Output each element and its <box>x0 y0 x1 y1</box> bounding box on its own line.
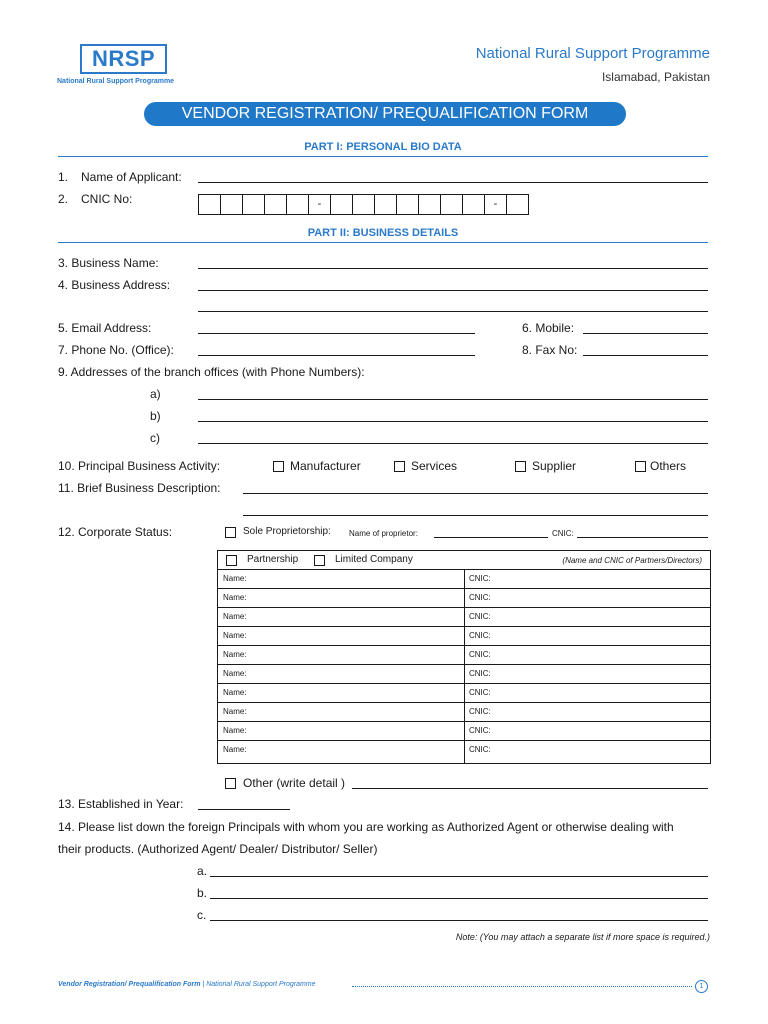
limited-company-label: Limited Company <box>335 554 413 565</box>
cnic-separator: - <box>308 194 331 215</box>
q12-label: 12. Corporate Status: <box>58 525 173 539</box>
fax-field[interactable] <box>583 355 708 356</box>
q9-a-label: a) <box>150 387 161 401</box>
proprietor-name-field[interactable] <box>434 537 548 538</box>
business-description-field[interactable] <box>243 493 708 494</box>
supplier-label: Supplier <box>532 459 577 473</box>
table-row[interactable] <box>218 722 710 741</box>
attachment-note: Note: (You may attach a separate list if more space is required.) <box>455 932 710 942</box>
manufacturer-checkbox[interactable] <box>273 461 284 472</box>
cnic-cell-label: CNIC: <box>469 688 491 697</box>
cnic-cell-label: CNIC: <box>469 574 491 583</box>
cnic-digit-box[interactable] <box>440 194 463 215</box>
q14-line1: 14. Please list down the foreign Principals with whom you are working as Authorized Agent or otherwise dealing with <box>58 820 674 834</box>
table-row[interactable] <box>218 627 710 646</box>
logo-subtitle: National Rural Support Programme <box>57 78 175 85</box>
table-row[interactable] <box>218 665 710 684</box>
branch-address-c-field[interactable] <box>198 443 708 444</box>
mobile-field[interactable] <box>583 333 708 334</box>
q5-label: 5. Email Address: <box>58 321 152 335</box>
applicant-name-field[interactable] <box>198 182 708 183</box>
limited-company-checkbox[interactable] <box>314 555 325 566</box>
q2-number: 2. <box>58 192 69 206</box>
q1-number: 1. <box>58 170 69 184</box>
q9-c-label: c) <box>150 431 160 445</box>
q10-label: 10. Principal Business Activity: <box>58 459 221 473</box>
cnic-digit-box[interactable] <box>352 194 375 215</box>
table-row[interactable] <box>218 608 710 627</box>
partnership-checkbox[interactable] <box>226 555 237 566</box>
cnic-digit-box[interactable] <box>286 194 309 215</box>
name-cell-label: Name: <box>223 650 247 659</box>
org-name: National Rural Support Programme <box>475 45 710 62</box>
name-cell-label: Name: <box>223 612 247 621</box>
page-number: 1 <box>695 980 708 993</box>
branch-address-b-field[interactable] <box>198 421 708 422</box>
services-label: Services <box>411 459 458 473</box>
name-cell-label: Name: <box>223 574 247 583</box>
cnic-cell-label: CNIC: <box>469 593 491 602</box>
partners-table <box>217 550 711 764</box>
proprietor-cnic-label: CNIC: <box>552 529 574 538</box>
principal-b-field[interactable] <box>210 898 708 899</box>
cnic-digit-box[interactable] <box>374 194 397 215</box>
manufacturer-label: Manufacturer <box>290 459 361 473</box>
q14-b-label: b. <box>197 886 208 900</box>
name-cell-label: Name: <box>223 669 247 678</box>
form-title-banner: VENDOR REGISTRATION/ PREQUALIFICATION FORM <box>144 102 626 126</box>
cnic-separator: - <box>484 194 507 215</box>
table-row[interactable] <box>218 646 710 665</box>
proprietor-cnic-field[interactable] <box>577 537 708 538</box>
q11-label: 11. Brief Business Description: <box>58 481 221 495</box>
table-row[interactable] <box>218 703 710 722</box>
q3-label: 3. Business Name: <box>58 256 159 270</box>
table-row[interactable] <box>218 589 710 608</box>
cnic-cell-label: CNIC: <box>469 707 491 716</box>
part2-title: PART II: BUSINESS DETAILS <box>307 227 459 239</box>
cnic-digit-box[interactable] <box>220 194 243 215</box>
q8-label: 8. Fax No: <box>522 343 578 357</box>
part2-rule <box>58 242 708 243</box>
email-field[interactable] <box>198 333 475 334</box>
partnership-label: Partnership <box>247 554 299 565</box>
part1-rule <box>58 156 708 157</box>
q4-label: 4. Business Address: <box>58 278 171 292</box>
other-status-checkbox[interactable] <box>225 778 236 789</box>
q14-line2: their products. (Authorized Agent/ Dealer/ Distributor/ Seller) <box>58 842 378 856</box>
business-description-field-2[interactable] <box>243 515 708 516</box>
supplier-checkbox[interactable] <box>515 461 526 472</box>
cnic-cell-label: CNIC: <box>469 669 491 678</box>
nrsp-logo: NRSP <box>80 44 167 74</box>
q2-label: CNIC No: <box>81 192 133 206</box>
cnic-cell-label: CNIC: <box>469 612 491 621</box>
services-checkbox[interactable] <box>394 461 405 472</box>
q9-label: 9. Addresses of the branch offices (with Phone Numbers): <box>58 365 365 379</box>
others-checkbox[interactable] <box>635 461 646 472</box>
business-address-field[interactable] <box>198 290 708 291</box>
cnic-cell-label: CNIC: <box>469 631 491 640</box>
cnic-cell-label: CNIC: <box>469 650 491 659</box>
footer-dotted-rule <box>352 986 692 987</box>
partners-table-header <box>218 551 710 570</box>
others-label: Others <box>650 459 687 473</box>
established-year-field[interactable] <box>198 809 290 810</box>
cnic-digit-box[interactable] <box>198 194 221 215</box>
name-cell-label: Name: <box>223 707 247 716</box>
cnic-digit-box[interactable] <box>506 194 529 215</box>
other-status-field[interactable] <box>352 788 708 789</box>
cnic-digit-box[interactable] <box>418 194 441 215</box>
q14-a-label: a. <box>197 864 208 878</box>
q6-label: 6. Mobile: <box>522 321 575 335</box>
q1-label: Name of Applicant: <box>81 170 182 184</box>
name-cell-label: Name: <box>223 593 247 602</box>
q13-label: 13. Established in Year: <box>58 797 184 811</box>
cnic-cell-label: CNIC: <box>469 726 491 735</box>
cnic-cell-label: CNIC: <box>469 745 491 754</box>
name-cell-label: Name: <box>223 631 247 640</box>
branch-address-a-field[interactable] <box>198 399 708 400</box>
footer-org: | National Rural Support Programme <box>200 981 316 988</box>
cnic-digit-box[interactable] <box>242 194 265 215</box>
q14-c-label: c. <box>197 908 207 922</box>
proprietor-name-label: Name of proprietor: <box>349 529 418 538</box>
partners-table-note: (Name and CNIC of Partners/Directors) <box>562 556 702 565</box>
table-row[interactable] <box>218 741 710 763</box>
table-row[interactable] <box>218 684 710 703</box>
footer-form-name: Vendor Registration/ Prequalification Form <box>58 981 201 988</box>
office-phone-field[interactable] <box>198 355 475 356</box>
cnic-digit-box[interactable] <box>462 194 485 215</box>
principal-c-field[interactable] <box>210 920 708 921</box>
part1-title: PART I: PERSONAL BIO DATA <box>304 141 462 153</box>
name-cell-label: Name: <box>223 688 247 697</box>
q9-b-label: b) <box>150 409 161 423</box>
table-row[interactable] <box>218 570 710 589</box>
cnic-digit-box[interactable] <box>264 194 287 215</box>
sole-proprietorship-checkbox[interactable] <box>225 527 236 538</box>
business-address-field-2[interactable] <box>198 311 708 312</box>
business-name-field[interactable] <box>198 268 708 269</box>
name-cell-label: Name: <box>223 726 247 735</box>
principal-a-field[interactable] <box>210 876 708 877</box>
q7-label: 7. Phone No. (Office): <box>58 343 174 357</box>
footer-text <box>58 981 316 988</box>
name-cell-label: Name: <box>223 745 247 754</box>
sole-proprietorship-label: Sole Proprietorship: <box>243 526 331 537</box>
org-city: Islamabad, Pakistan <box>601 70 710 84</box>
cnic-digit-box[interactable] <box>396 194 419 215</box>
other-status-label: Other (write detail ) <box>243 776 346 790</box>
cnic-input-boxes[interactable] <box>198 194 529 215</box>
cnic-digit-box[interactable] <box>330 194 353 215</box>
